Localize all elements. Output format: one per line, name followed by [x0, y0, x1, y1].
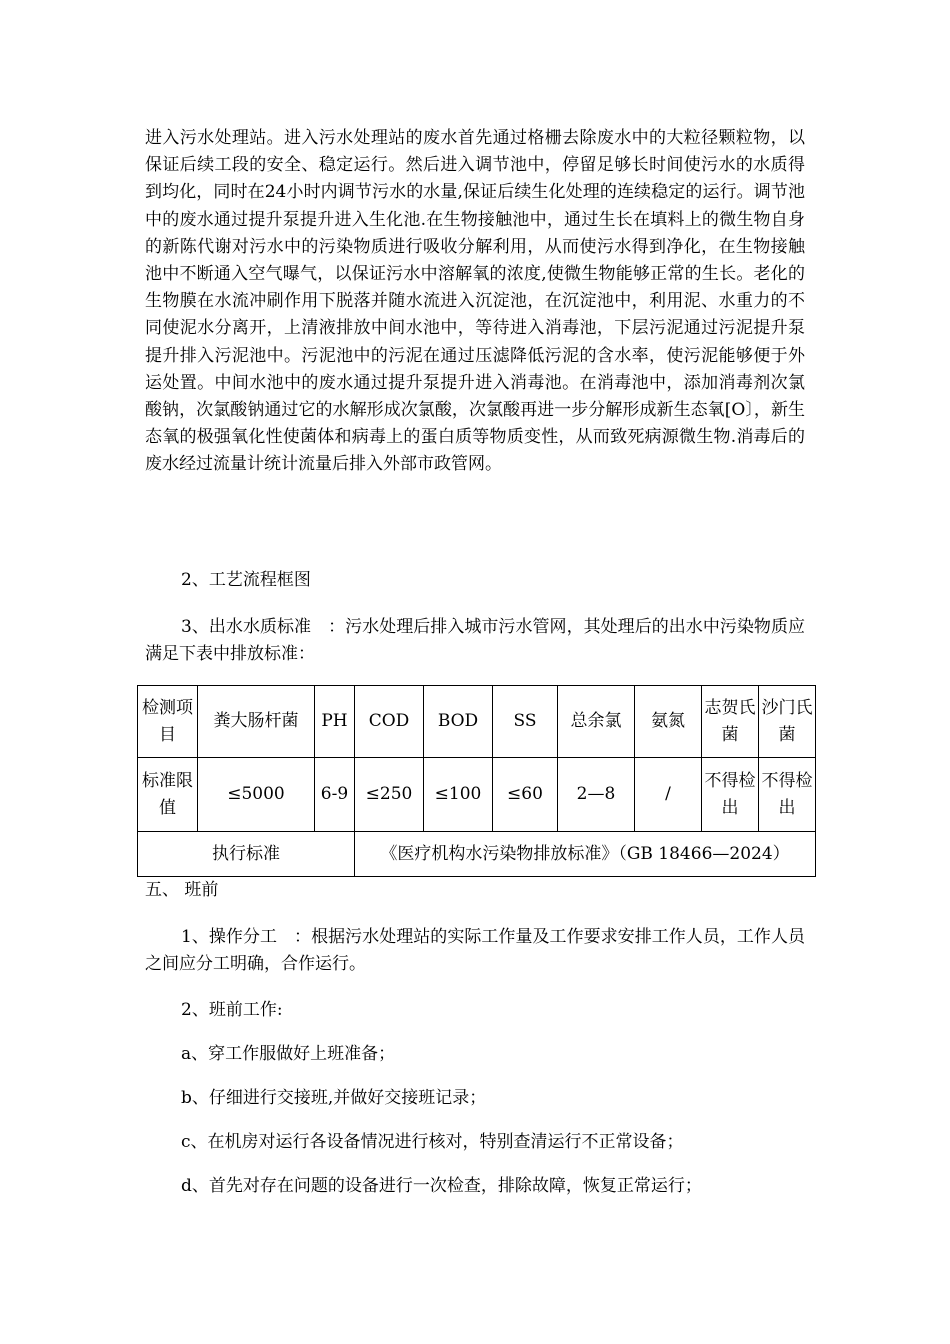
process-description-paragraph: 进入污水处理站。进入污水处理站的废水首先通过格栅去除废水中的大粒径颗粒物，以保证后续工段的安全、稳定运行。然后进入调节池中，停留足够长时间使污水的水质得到均化，同时在24小时内调节污水的水量,保证后续生化处理的连续稳定的运行。调节池中的废水通过提升泵提升进入生化池.在生物接触池中，通过生长在填料上的微生物自身的新陈代谢对污水中的污染物质进行吸收分解利用，从而使污水得到净化，在生物接触池中不断通入空气曝气，以保证污水中溶解氧的浓度,使微生物能够正常的生长。老化的生物膜在水流冲刷作用下脱落并随水流进入沉淀池，在沉淀池中，利用泥、水重力的不同使泥水分离开，上清液排放中间水池中，等待进入消毒池，下层污泥通过污泥提升泵提升排入污泥池中。污泥池中的污泥在通过压滤降低污泥的含水率，使污泥能够便于外运处置。中间水池中的废水通过提升泵提升进入消毒池。在消毒池中，添加消毒剂次氯酸钠，次氯酸钠通过它的水解形成次氯酸，次氯酸再进一步分解形成新生态氧[O〕，新生态氧的极强氧化性使菌体和病毒上的蛋白质等物质变性，从而致死病源微生物.消毒后的废水经过流量计统计流量后排入外部市政管网。	[145, 128, 805, 475]
list-item: c、在机房对运行各设备情况进行核对，特别查清运行不正常设备；	[181, 1132, 684, 1152]
table-cell: /	[635, 758, 702, 832]
table-cell: 氨氮	[635, 686, 702, 758]
standard-value-cell: 《医疗机构水污染物排放标准》（GB 18466—2024）	[355, 832, 816, 877]
table-cell: 不得检出	[759, 758, 816, 832]
table-cell: 2—8	[558, 758, 635, 832]
discharge-standard-table	[137, 685, 816, 877]
table-cell: BOD	[424, 686, 493, 758]
table-limit-row	[138, 758, 816, 832]
standard-label-cell: 执行标准	[138, 832, 355, 877]
list-item: b、仔细进行交接班,并做好交接班记录；	[181, 1088, 487, 1108]
table-cell: ≤60	[493, 758, 558, 832]
table-header-row	[138, 686, 816, 758]
table-cell: SS	[493, 686, 558, 758]
table-cell: ≤100	[424, 758, 493, 832]
flow-chart-heading: 2、工艺流程框图	[181, 570, 311, 590]
table-cell: 沙门氏菌	[759, 686, 816, 758]
table-cell: 不得检出	[702, 758, 759, 832]
section-five-heading: 五、 班前	[145, 880, 219, 900]
table-cell: 检测项目	[138, 686, 198, 758]
table-standard-row	[138, 832, 816, 877]
table-cell: 总余氯	[558, 686, 635, 758]
list-item: d、首先对存在问题的设备进行一次检查，排除故障，恢复正常运行；	[181, 1176, 702, 1196]
pre-shift-heading: 2、班前工作:	[181, 1000, 283, 1020]
table-cell: 标准限值	[138, 758, 198, 832]
table-cell: 6-9	[315, 758, 355, 832]
table-cell: PH	[315, 686, 355, 758]
table-cell: ≤5000	[198, 758, 315, 832]
division-of-labor-paragraph: 1、操作分工 ：根据污水处理站的实际工作量及工作要求安排工作人员，工作人员之间应分工明确，合作运行。	[145, 927, 805, 975]
water-quality-paragraph: 3、出水水质标准 ：污水处理后排入城市污水管网，其处理后的出水中污染物质应满足下表中排放标准：	[145, 617, 805, 665]
table-cell: COD	[355, 686, 424, 758]
table-cell: 志贺氏菌	[702, 686, 759, 758]
list-item: a、穿工作服做好上班准备；	[181, 1044, 396, 1064]
table-cell: ≤250	[355, 758, 424, 832]
table-cell: 粪大肠杆菌	[198, 686, 315, 758]
